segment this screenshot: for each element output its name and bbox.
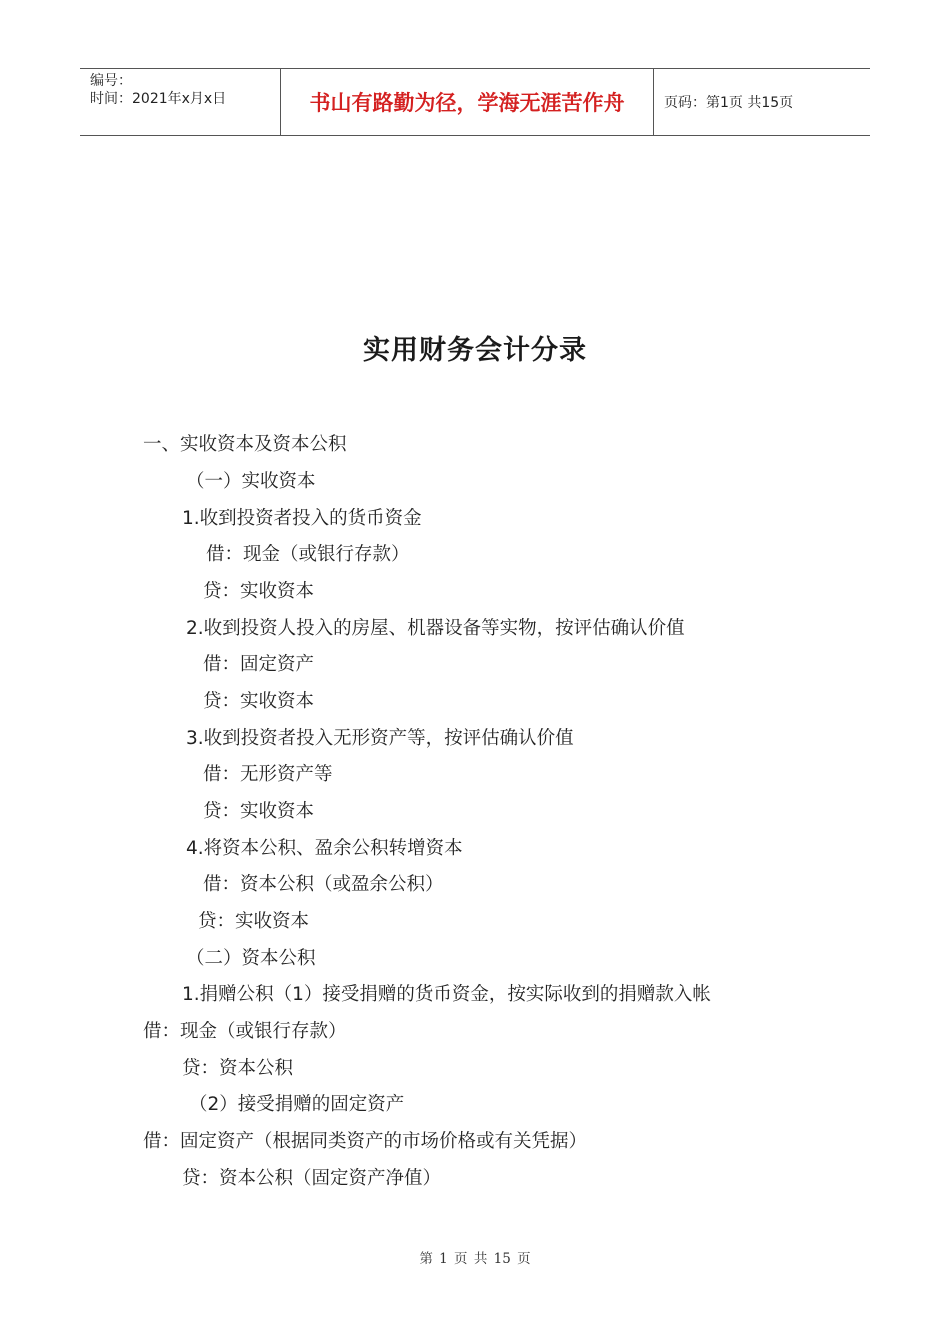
credit-line: 贷：实收资本: [203, 581, 315, 602]
entry-item: 4.将资本公积、盈余公积转增资本: [186, 838, 463, 859]
page-footer: 第 1 页 共 15 页: [419, 1251, 531, 1267]
debit-line: 借：固定资产（根据同类资产的市场价格或有关凭据）: [143, 1131, 588, 1152]
debit-line: 借：无形资产等: [203, 764, 333, 785]
entry-item: （2）接受捐赠的固定资产: [189, 1094, 405, 1115]
subsection-heading: （二）资本公积: [186, 948, 316, 969]
debit-line: 借：现金（或银行存款）: [143, 1021, 347, 1042]
header-meta-cell: [80, 69, 281, 135]
entry-item: 2.收到投资人投入的房屋、机器设备等实物，按评估确认价值: [186, 618, 685, 639]
header-motto: 书山有路勤为径，学海无涯苦作舟: [281, 69, 654, 135]
number-label: 编号：: [90, 73, 132, 89]
credit-line: 贷：实收资本: [203, 691, 315, 712]
subsection-heading: （一）实收资本: [186, 471, 316, 492]
entry-item: 3.收到投资者投入无形资产等，按评估确认价值: [186, 728, 574, 749]
document-header: [80, 68, 870, 136]
debit-line: 借：固定资产: [203, 654, 315, 675]
page-title: 实用财务会计分录: [363, 335, 587, 366]
credit-line: 贷：实收资本: [203, 801, 315, 822]
time-label: 时间：2021年x月x日: [90, 91, 227, 107]
entry-item: 1.捐赠公积（1）接受捐赠的货币资金，按实际收到的捐赠款入帐: [182, 984, 711, 1005]
debit-line: 借：现金（或银行存款）: [206, 544, 410, 565]
credit-line: 贷：实收资本: [198, 911, 310, 932]
debit-line: 借：资本公积（或盈余公积）: [203, 874, 444, 895]
credit-line: 贷：资本公积（固定资产净值）: [182, 1168, 442, 1189]
credit-line: 贷：资本公积: [182, 1058, 294, 1079]
entry-item: 1.收到投资者投入的货币资金: [182, 508, 422, 529]
section-heading: 一、实收资本及资本公积: [143, 434, 347, 455]
header-page-info: 页码：第1页 共15页: [664, 95, 794, 111]
